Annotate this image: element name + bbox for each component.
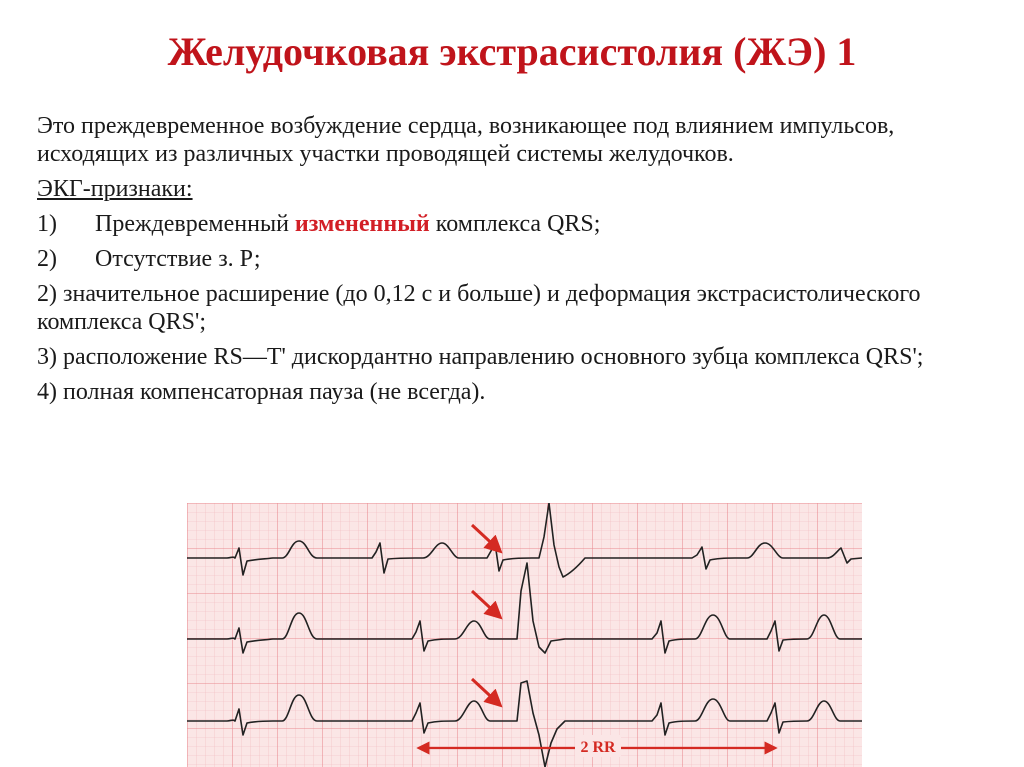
ecg-strip-image	[187, 503, 862, 767]
ecg-signs-heading: ЭКГ-признаки:	[37, 176, 193, 202]
definition-paragraph: Это преждевременное возбуждение сердца, возникающее под влиянием импульсов, исходящих из различных участки проводящей системы желудочков.	[37, 113, 895, 167]
list-item-1-post: комплекса QRS;	[429, 211, 601, 237]
slide-body	[37, 112, 997, 413]
list-item-2-number: 2)	[37, 246, 57, 272]
rr-interval-label: 2 RR	[580, 739, 616, 756]
list-item-4: 3) расположение RS—T' дискордантно направлению основного зубца комплекса QRS';	[37, 344, 924, 370]
list-item-5: 4) полная компенсаторная пауза (не всегда).	[37, 379, 486, 405]
list-item-1-pre: Преждевременный	[95, 211, 295, 237]
list-item-1-highlight: измененный	[294, 211, 430, 237]
list-item-1-number: 1)	[37, 211, 57, 237]
ecg-grid	[187, 503, 862, 767]
list-item-2	[37, 245, 997, 273]
list-item-2-text: Отсутствие з. Р;	[95, 246, 261, 272]
list-item-3: 2) значительное расширение (до 0,12 с и больше) и деформация экстрасистолического комплекса QRS';	[37, 281, 921, 335]
slide-title: Желудочковая экстрасистолия (ЖЭ) 1	[167, 29, 857, 74]
list-item-1	[37, 210, 997, 238]
